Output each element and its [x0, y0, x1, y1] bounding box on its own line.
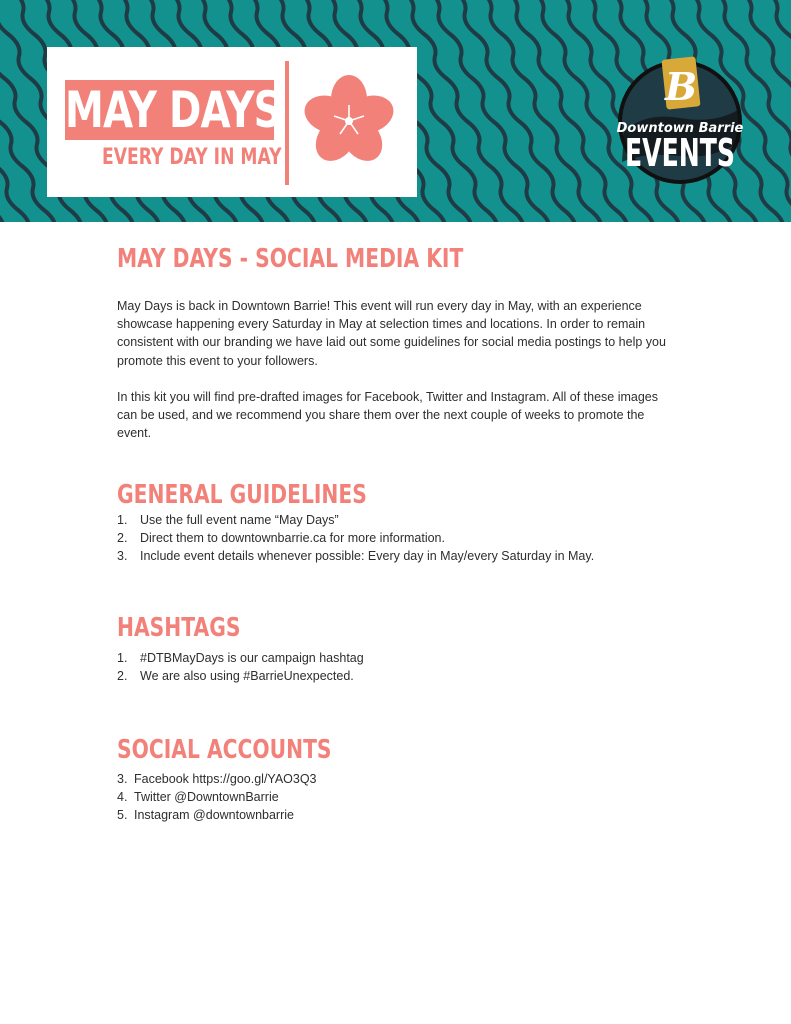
wave-stripe: [740, 0, 791, 222]
flower-icon: [299, 71, 399, 171]
list-item: 2. Direct them to downtownbarrie.ca for more information.: [117, 531, 445, 545]
logo-divider: [285, 61, 289, 185]
logo-subtitle: EVERY DAY IN MAY: [102, 145, 282, 170]
guidelines-list: [117, 511, 594, 565]
events-logo-main: EVENTS: [625, 131, 735, 175]
list-item: 2. We are also using #BarrieUnexpected.: [117, 669, 354, 683]
social-accounts-heading: SOCIAL ACCOUNTS: [117, 735, 332, 765]
may-days-logo: [47, 47, 417, 197]
intro-paragraph-1: May Days is back in Downtown Barrie! This event will run every day in May, with an experience showcase happening every Saturday in May at selection times and locations. In order to remain consistent with our branding we have laid out some guidelines for social media postings to help you promote this event to your followers.: [117, 299, 666, 368]
hashtags-list: [117, 649, 364, 685]
list-item: 4. Twitter @DowntownBarrie: [117, 790, 279, 804]
badge-letter: B: [664, 64, 698, 109]
hashtags-heading: HASHTAGS: [117, 613, 241, 643]
logo-title: MAY DAYS: [65, 81, 281, 139]
intro-paragraph-2: In this kit you will find pre-drafted images for Facebook, Twitter and Instagram. All of these images can be used, and we recommend you share them over the next couple of weeks to promote the event.: [117, 390, 658, 441]
guidelines-heading: GENERAL GUIDELINES: [117, 480, 367, 510]
social-accounts-list: [117, 770, 317, 824]
list-item: 5. Instagram @downtownbarrie: [117, 808, 294, 822]
downtown-barrie-events-logo: [614, 52, 746, 187]
list-item: 1. #DTBMayDays is our campaign hashtag: [117, 651, 364, 665]
list-item: 1. Use the full event name “May Days”: [117, 513, 339, 527]
page-title: MAY DAYS - SOCIAL MEDIA KIT: [117, 244, 464, 274]
list-item: 3. Facebook https://goo.gl/YAO3Q3: [117, 772, 317, 786]
list-item: 3. Include event details whenever possible: Every day in May/every Saturday in May.: [117, 549, 595, 563]
header-banner: [0, 0, 791, 222]
events-logo-script: Downtown Barrie: [616, 121, 744, 136]
